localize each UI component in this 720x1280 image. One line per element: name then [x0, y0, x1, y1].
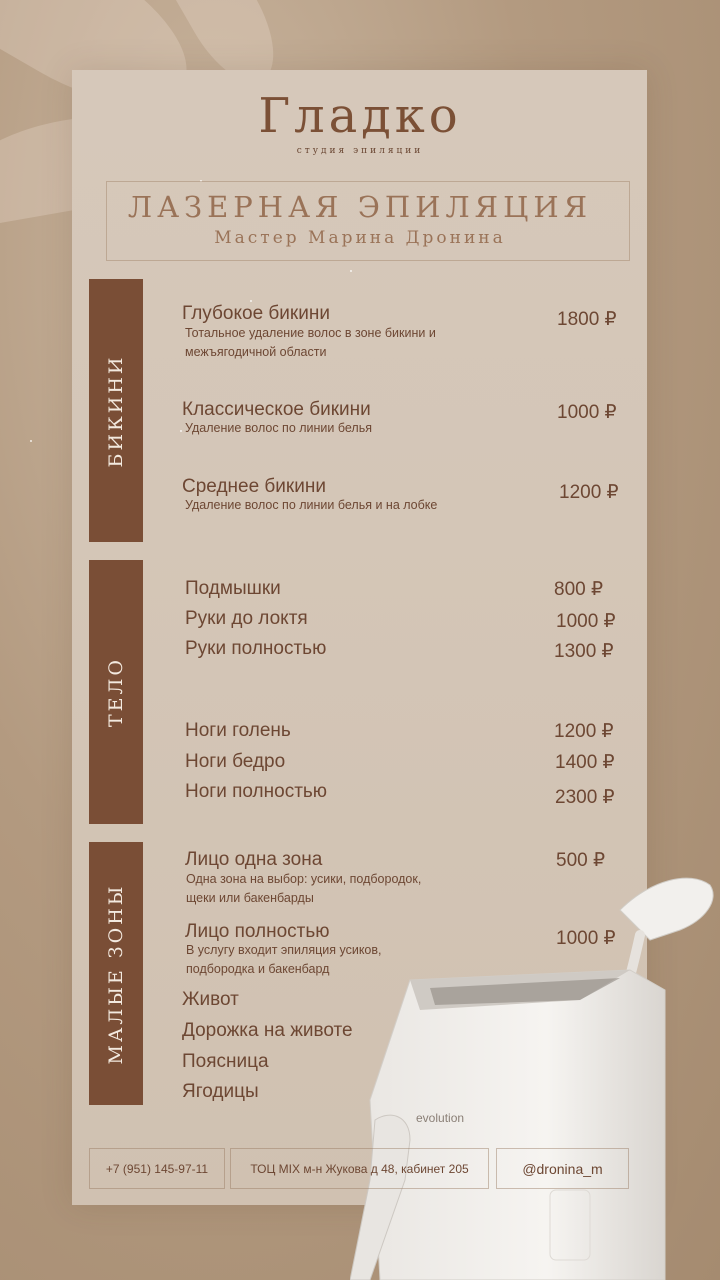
address: [230, 1148, 489, 1189]
page-title: ЛАЗЕРНАЯ ЭПИЛЯЦИЯ: [127, 190, 593, 224]
service-price: 1200 ₽: [559, 482, 619, 503]
category-bikini: [89, 279, 143, 542]
brand-name: Гладко: [258, 88, 462, 144]
laser-device-illustration: [350, 850, 720, 1280]
service-price: 2300 ₽: [555, 787, 615, 808]
service-price: 1000 ₽: [557, 402, 617, 423]
service-description: Одна зона на выбор: усики, подбородок, щеки или бакенбарды: [186, 872, 422, 905]
service-price: 1800 ₽: [557, 309, 617, 330]
device-brand: evolution: [416, 1111, 465, 1125]
sparkle: [30, 440, 32, 442]
service-name: Подмышки: [185, 578, 281, 599]
sparkle: [180, 430, 182, 432]
instagram-text: @dronina_m: [522, 1160, 603, 1177]
service-description: В услугу входит эпиляция усиков, подбородка и бакенбард: [186, 943, 382, 976]
service-name: Ноги полностью: [185, 781, 328, 802]
sparkle: [250, 300, 252, 302]
service-description: Удаление волос по линии белья и на лобке: [185, 498, 438, 512]
service-name: Ноги бедро: [185, 751, 286, 772]
service-price: 500 ₽: [556, 850, 606, 871]
service-name: Лицо полностью: [185, 921, 330, 942]
service-name: Лицо одна зона: [185, 849, 323, 870]
service-price: 1000 ₽: [556, 611, 616, 632]
service-price: 1400 ₽: [555, 752, 615, 773]
category-label: МАЛЫЕ ЗОНЫ: [105, 883, 127, 1064]
service-description: Удаление волос по линии белья: [185, 421, 372, 435]
category-label: БИКИНИ: [105, 354, 127, 467]
service-name: Глубокое бикини: [182, 303, 330, 324]
instagram-handle[interactable]: [496, 1148, 629, 1189]
address-text: ТОЦ MIX м-н Жукова д 48, кабинет 205: [250, 1161, 469, 1176]
category-label: ТЕЛО: [105, 657, 127, 727]
brand-subtitle: студия эпиляции: [296, 146, 424, 156]
service-name: Руки полностью: [185, 638, 327, 659]
service-name: Руки до локтя: [185, 608, 308, 629]
service-name: Среднее бикини: [182, 476, 326, 497]
service-name: Ягодицы: [182, 1081, 259, 1102]
service-name: Живот: [182, 989, 239, 1010]
service-name: Классическое бикини: [182, 399, 371, 420]
service-name: Дорожка на животе: [182, 1020, 353, 1041]
phone-number[interactable]: [89, 1148, 225, 1189]
service-price: 1000 ₽: [556, 928, 616, 949]
category-body: [89, 560, 143, 824]
phone-text: +7 (951) 145-97-11: [105, 1161, 209, 1176]
service-name: Поясница: [182, 1051, 269, 1072]
service-price: 1200 ₽: [554, 721, 614, 742]
service-name: Ноги голень: [185, 720, 291, 741]
service-price: 800 ₽: [554, 579, 604, 600]
category-small-zones: [89, 842, 143, 1105]
sparkle: [350, 270, 352, 272]
service-price: 1300 ₽: [554, 641, 614, 662]
service-description: Тотальное удаление волос в зоне бикини и межъягодичной области: [185, 326, 436, 359]
master-name: Мастер Марина Дронина: [214, 228, 506, 248]
